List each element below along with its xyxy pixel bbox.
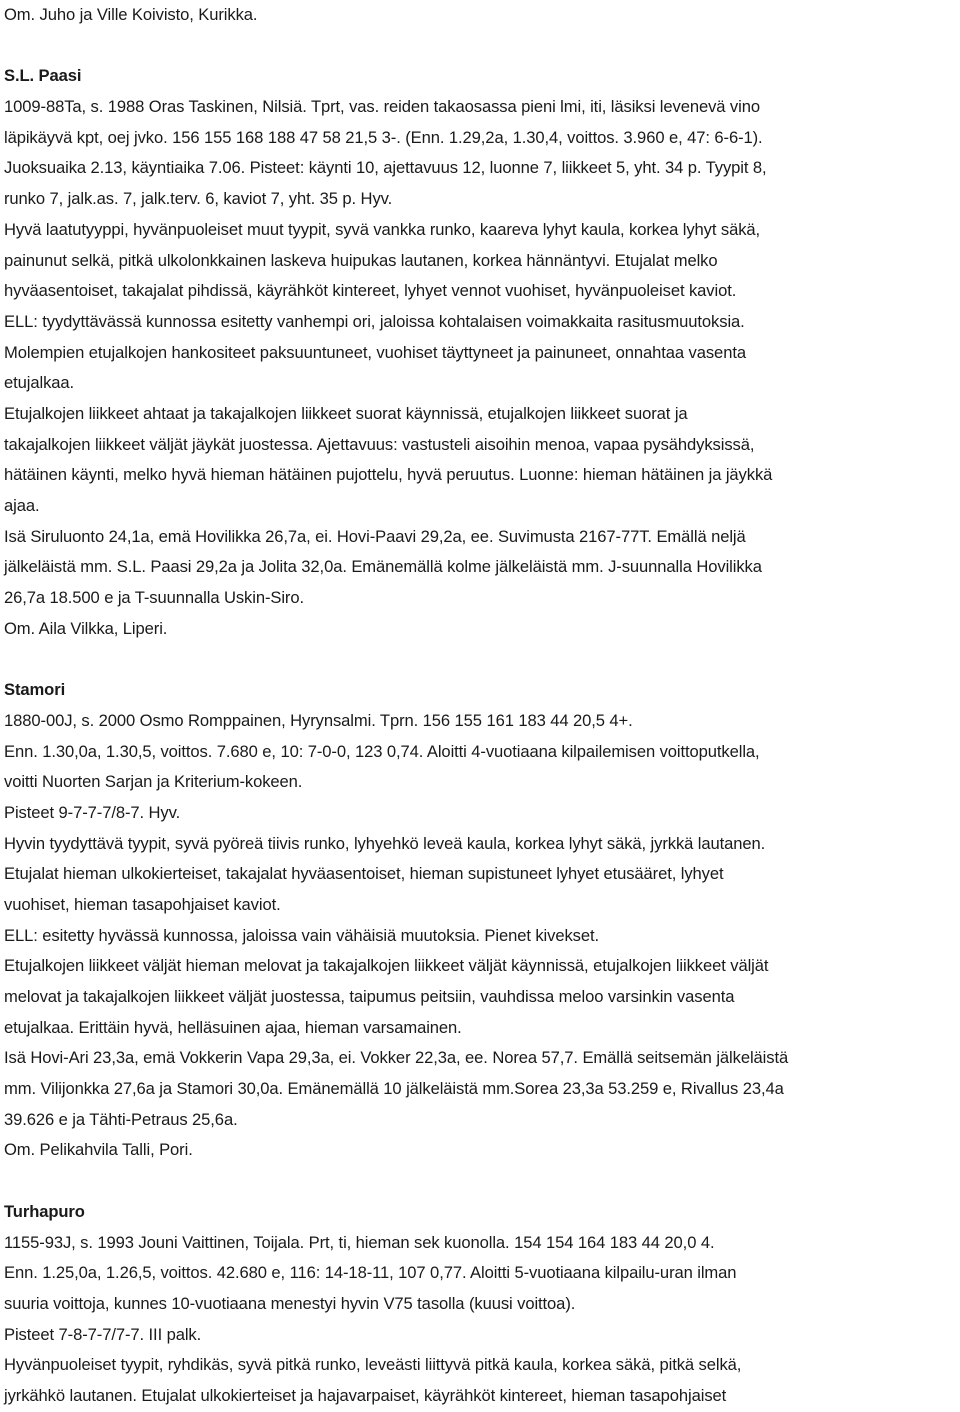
horse-heading-stamori: Stamori bbox=[4, 680, 66, 700]
text-line: ELL: tyydyttävässä kunnossa esitetty vanhempi ori, jaloissa kohtalaisen voimakkaita rasitusmuutoksia. bbox=[4, 311, 745, 331]
text-line: voitti Nuorten Sarjan ja Kriterium-kokeen. bbox=[4, 772, 303, 792]
text-line: Isä Siruluonto 24,1a, emä Hovilikka 26,7a, ei. Hovi-Paavi 29,2a, ee. Suvimusta 2167-77T. Emällä neljä bbox=[4, 526, 746, 546]
text-line: 39.626 e ja Tähti-Petraus 25,6a. bbox=[4, 1109, 238, 1129]
text-line: ELL: esitetty hyvässä kunnossa, jaloissa vain vähäisiä muutoksia. Pienet kivekset. bbox=[4, 925, 600, 945]
text-line: Pisteet 9-7-7-7/8-7. Hyv. bbox=[4, 802, 181, 822]
section-sl-paasi bbox=[4, 61, 959, 675]
text-line: Etujalkojen liikkeet ahtaat ja takajalkojen liikkeet suorat käynnissä, etujalkojen liikkeet suorat ja bbox=[4, 403, 688, 423]
text-line: jälkeläistä mm. S.L. Paasi 29,2a ja Jolita 32,0a. Emänemällä kolme jälkeläistä mm. J-suunnalla Hovilikka bbox=[4, 557, 762, 577]
text-line: takajalkojen liikkeet väljät jäykät juostessa. Ajettavuus: vastusteli aisoihin menoa, vapaa pysähdyksissä, bbox=[4, 434, 755, 454]
section-turhapuro bbox=[4, 1197, 959, 1412]
text-line: ajaa. bbox=[4, 496, 40, 515]
text-line: Hyvin tyydyttävä tyypit, syvä pyöreä tiivis runko, lyhyehkö leveä kaula, korkea lyhyt säkä, jyrkkä lautanen. bbox=[4, 833, 766, 853]
text-line: Etujalat hieman ulkokierteiset, takajalat hyväasentoiset, hieman supistuneet lyhyet etusääret, lyhyet bbox=[4, 864, 724, 884]
text-line: painunut selkä, pitkä ulkolonkkainen laskeva huipukas lautanen, korkea hännäntyvi. Etujalat melko bbox=[4, 250, 718, 270]
owner-line: Om. Aila Vilkka, Liperi. bbox=[4, 618, 168, 638]
text-line: Hyvä laatutyyppi, hyvänpuoleiset muut tyypit, syvä vankka runko, kaareva lyhyt kaula, korkea lyhyt säkä, bbox=[4, 219, 761, 239]
text-line: hätäinen käynti, melko hyvä hieman hätäinen pujottelu, hyvä peruutus. Luonne: hieman hätäinen ja jäykkä bbox=[4, 465, 773, 485]
section-top bbox=[4, 0, 959, 61]
text-line: Isä Hovi-Ari 23,3a, emä Vokkerin Vapa 29,3a, ei. Vokker 22,3a, ee. Norea 57,7. Emällä seitsemän jälkeläistä bbox=[4, 1048, 789, 1068]
document-page bbox=[4, 0, 959, 1412]
text-line: läpikäyvä kpt, oej jvko. 156 155 168 188 47 58 21,5 3-. (Enn. 1.29,2a, 1.30,4, voittos. 3.960 e, 47: 6-6-1). bbox=[4, 127, 763, 147]
text-line: Pisteet 7-8-7-7/7-7. III palk. bbox=[4, 1324, 202, 1344]
text-line: vuohiset, hieman tasapohjaiset kaviot. bbox=[4, 894, 281, 914]
owner-line: Om. Juho ja Ville Koivisto, Kurikka. bbox=[4, 5, 258, 24]
text-line: Hyvänpuoleiset tyypit, ryhdikäs, syvä pitkä runko, leveästi liittyvä pitkä kaula, korkea säkä, pitkä selkä, bbox=[4, 1355, 742, 1375]
text-line: Molempien etujalkojen hankositeet paksuuntuneet, vuohiset täyttyneet ja painuneet, onnahtaa vasenta bbox=[4, 342, 746, 362]
owner-line: Om. Pelikahvila Talli, Pori. bbox=[4, 1140, 193, 1160]
text-line: hyväasentoiset, takajalat pihdissä, käyrähköt kintereet, lyhyet vennot vuohiset, hyvänpuoleiset kaviot. bbox=[4, 281, 737, 301]
text-line: etujalkaa. bbox=[4, 373, 75, 393]
text-line: 1880-00J, s. 2000 Osmo Romppainen, Hyrynsalmi. Tprn. 156 155 161 183 44 20,5 4+. bbox=[4, 710, 633, 730]
paragraph-spacer bbox=[4, 31, 959, 62]
text-line: jyrkähkö lautanen. Etujalat ulkokierteiset ja hajavarpaiset, käyrähköt kintereet, hieman tasapohjaiset bbox=[4, 1385, 727, 1405]
section-stamori bbox=[4, 675, 959, 1197]
text-line: Enn. 1.30,0a, 1.30,5, voittos. 7.680 e, 10: 7-0-0, 123 0,74. Aloitti 4-vuotiaana kilpailemisen voittoputkella, bbox=[4, 741, 760, 761]
horse-heading-sl-paasi: S.L. Paasi bbox=[4, 66, 82, 86]
text-line: suuria voittoja, kunnes 10-vuotiaana menestyi hyvin V75 tasolla (kuusi voittoa). bbox=[4, 1293, 576, 1313]
horse-heading-turhapuro: Turhapuro bbox=[4, 1201, 85, 1221]
text-line: Etujalkojen liikkeet väljät hieman melovat ja takajalkojen liikkeet väljät käynnissä, etujalkojen liikkeet väljät bbox=[4, 956, 769, 976]
text-line: etujalkaa. Erittäin hyvä, helläsuinen ajaa, hieman varsamainen. bbox=[4, 1017, 462, 1037]
text-line: Enn. 1.25,0a, 1.26,5, voittos. 42.680 e, 116: 14-18-11, 107 0,77. Aloitti 5-vuotiaana kilpailu-uran ilman bbox=[4, 1263, 737, 1283]
text-line: Juoksuaika 2.13, käyntiaika 7.06. Pisteet: käynti 10, ajettavuus 12, luonne 7, liikkeet 5, yht. 34 p. Tyypit 8, bbox=[4, 158, 767, 178]
text-line: 1155-93J, s. 1993 Jouni Vaittinen, Toijala. Prt, ti, hieman sek kuonolla. 154 154 164 183 44 20,0 4. bbox=[4, 1232, 715, 1252]
text-line: 1009-88Ta, s. 1988 Oras Taskinen, Nilsiä. Tprt, vas. reiden takaosassa pieni lmi, iti, läsiksi levenevä vino bbox=[4, 97, 760, 117]
text-line: melovat ja takajalkojen liikkeet väljät juostessa, taipumus peitsiin, vauhdissa meloo varsinkin vasenta bbox=[4, 987, 735, 1006]
text-line: 26,7a 18.500 e ja T-suunnalla Uskin-Siro. bbox=[4, 588, 304, 608]
paragraph-spacer bbox=[4, 644, 959, 675]
text-line: runko 7, jalk.as. 7, jalk.terv. 6, kaviot 7, yht. 35 p. Hyv. bbox=[4, 189, 393, 209]
text-line: mm. Vilijonkka 27,6a ja Stamori 30,0a. Emänemällä 10 jälkeläistä mm.Sorea 23,3a 53.259 e, Rivallus 23,4a bbox=[4, 1079, 784, 1099]
paragraph-spacer bbox=[4, 1166, 959, 1197]
